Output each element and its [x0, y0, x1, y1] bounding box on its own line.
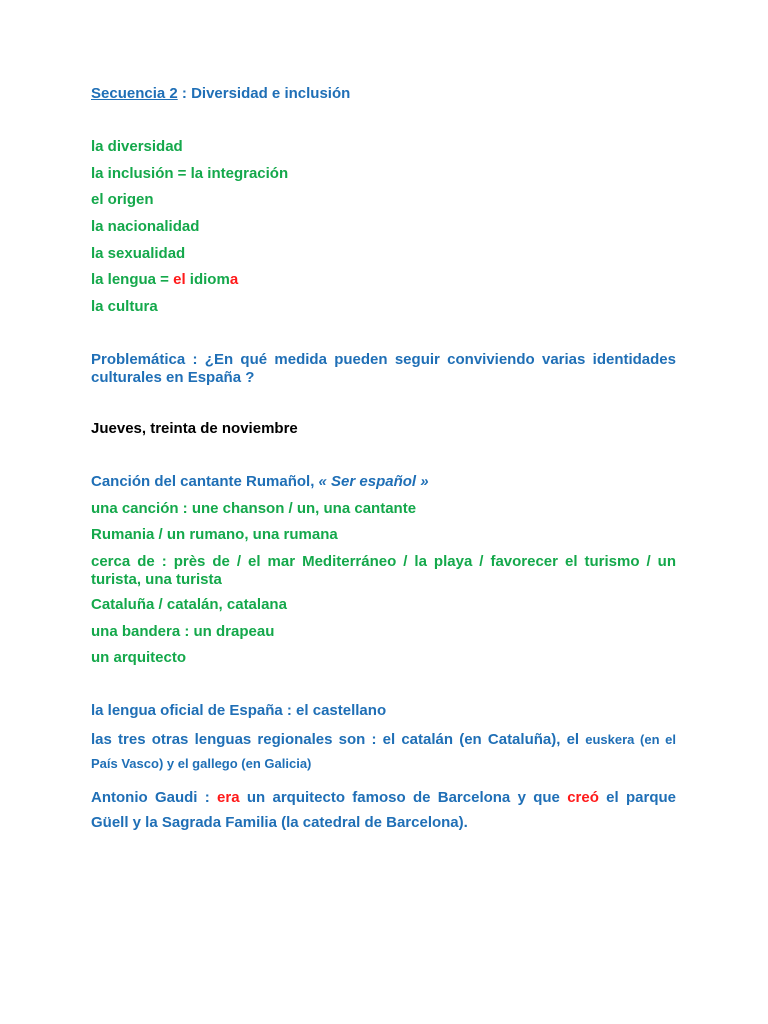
- song-vocab-item: Rumania / un rumano, una rumana: [91, 526, 338, 543]
- song-vocab-item: cerca de : près de / el mar Mediterráneo / la playa / favorecer el turismo / un turista, una turista: [91, 553, 676, 588]
- song-title-line: [91, 473, 676, 491]
- vocab-item-lengua: [91, 271, 676, 289]
- song-vocab-item: una bandera : un drapeau: [91, 623, 275, 640]
- highlight-verb: creó: [567, 789, 599, 806]
- heading-separator: :: [177, 85, 192, 102]
- document-heading: [91, 85, 676, 103]
- vocab-item: la nacionalidad: [91, 218, 200, 235]
- gaudi-text: un arquitecto famoso de Barcelona y que: [239, 789, 568, 806]
- lengua-text: la lengua =: [91, 271, 174, 288]
- song-vocab-item: un arquitecto: [91, 649, 187, 666]
- vocab-item: el origen: [91, 191, 154, 208]
- regional-languages: [91, 728, 676, 776]
- problematica: Problemática : ¿En qué medida pueden seguir conviviendo varias identidades culturales en España ?: [91, 351, 676, 386]
- official-language: la lengua oficial de España : el castellano: [91, 702, 387, 719]
- gaudi-text: Antonio Gaudi :: [91, 789, 218, 806]
- song-title: « Ser español »: [318, 473, 429, 490]
- song-vocab-item: una canción : une chanson / un, una cantante: [91, 500, 417, 517]
- vocab-item: la sexualidad: [91, 245, 186, 262]
- gaudi-text: el parque Güell y la Sagrada Familia (la catedral de Barcelona).: [91, 789, 676, 831]
- regional-languages-small: euskera (en el País Vasco) y el gallego (en Galicia): [91, 732, 676, 771]
- sequence-label: Secuencia 2: [91, 85, 178, 102]
- song-prefix: Canción del cantante Rumañol,: [91, 473, 319, 490]
- vocab-item: la diversidad: [91, 138, 183, 155]
- lengua-text: idiom: [185, 271, 230, 288]
- gaudi-paragraph: [91, 785, 676, 835]
- song-vocab-item: Cataluña / catalán, catalana: [91, 596, 287, 613]
- date-line: Jueves, treinta de noviembre: [91, 420, 298, 437]
- heading-title: Diversidad e inclusión: [191, 85, 351, 102]
- vocab-item: la cultura: [91, 298, 158, 315]
- highlight-ending: a: [229, 271, 239, 288]
- regional-languages-text: las tres otras lenguas regionales son : el catalán (en Cataluña), el: [91, 731, 586, 748]
- highlight-verb: era: [217, 789, 240, 806]
- highlight-article: el: [173, 271, 186, 288]
- vocab-item: la inclusión = la integración: [91, 165, 289, 182]
